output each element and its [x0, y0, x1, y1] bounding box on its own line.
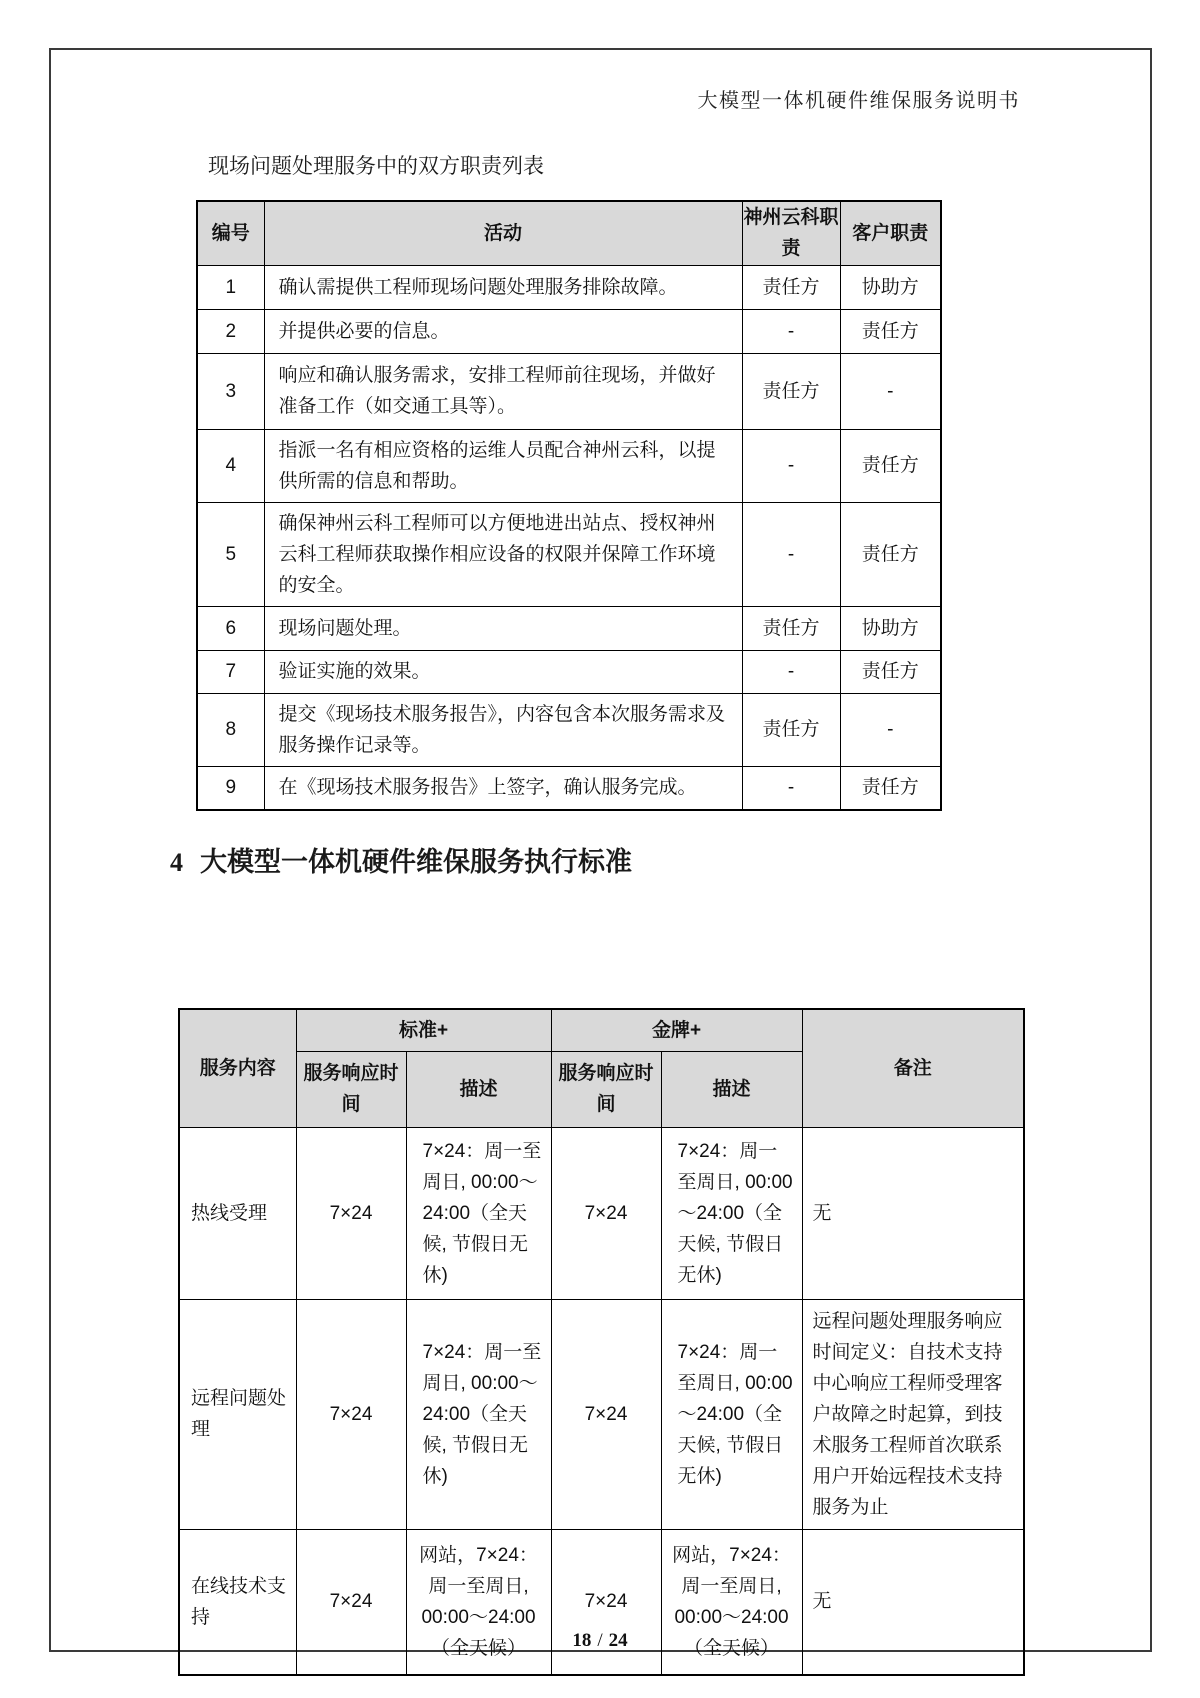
remark-cell: 远程问题处理服务响应时间定义：自技术支持中心响应工程师受理客户故障之时起算，到技术服务工程师首次联系用户开始远程技术支持服务为止: [802, 1299, 1024, 1529]
customer-role-cell: 协助方: [840, 606, 941, 650]
std-time-cell: 7×24: [296, 1299, 406, 1529]
row-number-cell: 7: [197, 650, 264, 693]
std-desc-cell: 网站，7×24：周一至周日, 00:00～24:00（全天候）: [406, 1529, 551, 1675]
table-row: [197, 502, 941, 606]
table-row: [197, 309, 941, 353]
running-header: 大模型一体机硬件维保服务说明书: [697, 90, 1020, 112]
table-header-row: [197, 201, 941, 265]
customer-role-cell: -: [840, 693, 941, 766]
t2-header-standard-plan: 标准+: [296, 1009, 551, 1051]
service-cell: 热线受理: [179, 1127, 296, 1299]
customer-role-cell: 责任方: [840, 766, 941, 810]
remark-cell: 无: [802, 1529, 1024, 1675]
activity-cell: 在《现场技术服务报告》上签字，确认服务完成。: [264, 766, 742, 810]
responsibility-table: [196, 200, 942, 811]
page-number-current: 18: [572, 1630, 592, 1651]
vendor-role-cell: -: [742, 429, 840, 502]
table-row: [197, 353, 941, 429]
row-number-cell: 5: [197, 502, 264, 606]
gold-desc-cell: 网站，7×24：周一至周日, 00:00～24:00（全天候）: [661, 1529, 802, 1675]
vendor-role-cell: 责任方: [742, 265, 840, 309]
activity-cell: 确保神州云科工程师可以方便地进出站点、授权神州云科工程师获取操作相应设备的权限并保障工作环境的安全。: [264, 502, 742, 606]
activity-cell: 现场问题处理。: [264, 606, 742, 650]
table-row: [197, 650, 941, 693]
vendor-role-cell: -: [742, 766, 840, 810]
t1-header-vendor-role: 神州云科职责: [742, 201, 840, 265]
activity-cell: 响应和确认服务需求，安排工程师前往现场，并做好准备工作（如交通工具等）。: [264, 353, 742, 429]
gold-time-cell: 7×24: [551, 1299, 661, 1529]
t2-header-gold-plan: 金牌+: [551, 1009, 802, 1051]
page-number-total: 24: [608, 1630, 628, 1651]
t2-header-service: 服务内容: [179, 1009, 296, 1127]
activity-cell: 提交《现场技术服务报告》，内容包含本次服务需求及服务操作记录等。: [264, 693, 742, 766]
t2-header-gold-response: 服务响应时间: [551, 1051, 661, 1127]
table-row: [197, 766, 941, 810]
table-row: [197, 429, 941, 502]
service-cell: 在线技术支持: [179, 1529, 296, 1675]
activity-cell: 验证实施的效果。: [264, 650, 742, 693]
table-row: [179, 1529, 1024, 1675]
customer-role-cell: 责任方: [840, 502, 941, 606]
activity-cell: 指派一名有相应资格的运维人员配合神州云科，以提供所需的信息和帮助。: [264, 429, 742, 502]
t2-header-std-desc: 描述: [406, 1051, 551, 1127]
std-time-cell: 7×24: [296, 1127, 406, 1299]
t2-header-gold-desc: 描述: [661, 1051, 802, 1127]
std-desc-cell: 7×24：周一至周日, 00:00～24:00（全天候, 节假日无休): [406, 1127, 551, 1299]
section-title: 大模型一体机硬件维保服务执行标准: [200, 847, 632, 877]
std-time-cell: 7×24: [296, 1529, 406, 1675]
t1-header-customer-role: 客户职责: [840, 201, 941, 265]
gold-time-cell: 7×24: [551, 1127, 661, 1299]
section-number: 4: [170, 848, 183, 877]
activity-cell: 确认需提供工程师现场问题处理服务排除故障。: [264, 265, 742, 309]
vendor-role-cell: -: [742, 650, 840, 693]
page-number-separator: /: [597, 1630, 603, 1651]
customer-role-cell: 责任方: [840, 309, 941, 353]
customer-role-cell: 协助方: [840, 265, 941, 309]
gold-time-cell: 7×24: [551, 1529, 661, 1675]
sla-table: [178, 1008, 1025, 1676]
t2-header-std-response: 服务响应时间: [296, 1051, 406, 1127]
row-number-cell: 6: [197, 606, 264, 650]
t2-header-remark: 备注: [802, 1009, 1024, 1127]
gold-desc-cell: 7×24：周一至周日, 00:00～24:00（全天候, 节假日无休): [661, 1127, 802, 1299]
customer-role-cell: -: [840, 353, 941, 429]
activity-cell: 并提供必要的信息。: [264, 309, 742, 353]
service-cell: 远程问题处理: [179, 1299, 296, 1529]
row-number-cell: 2: [197, 309, 264, 353]
table-row: [179, 1127, 1024, 1299]
row-number-cell: 1: [197, 265, 264, 309]
gold-desc-cell: 7×24：周一至周日, 00:00～24:00（全天候, 节假日无休): [661, 1299, 802, 1529]
row-number-cell: 4: [197, 429, 264, 502]
vendor-role-cell: -: [742, 502, 840, 606]
customer-role-cell: 责任方: [840, 429, 941, 502]
customer-role-cell: 责任方: [840, 650, 941, 693]
vendor-role-cell: 责任方: [742, 693, 840, 766]
table-header-row: [179, 1009, 1024, 1051]
vendor-role-cell: 责任方: [742, 606, 840, 650]
remark-cell: 无: [802, 1127, 1024, 1299]
row-number-cell: 3: [197, 353, 264, 429]
row-number-cell: 8: [197, 693, 264, 766]
vendor-role-cell: 责任方: [742, 353, 840, 429]
table-row: [197, 265, 941, 309]
page-number: [0, 1630, 1200, 1652]
t1-header-activity: 活动: [264, 201, 742, 265]
vendor-role-cell: -: [742, 309, 840, 353]
section-heading: [170, 840, 632, 879]
t1-header-no: 编号: [197, 201, 264, 265]
std-desc-cell: 7×24：周一至周日, 00:00～24:00（全天候, 节假日无休): [406, 1299, 551, 1529]
table-row: [197, 693, 941, 766]
table-row: [197, 606, 941, 650]
table-row: [179, 1299, 1024, 1529]
table1-caption: 现场问题处理服务中的双方职责列表: [208, 155, 544, 178]
row-number-cell: 9: [197, 766, 264, 810]
